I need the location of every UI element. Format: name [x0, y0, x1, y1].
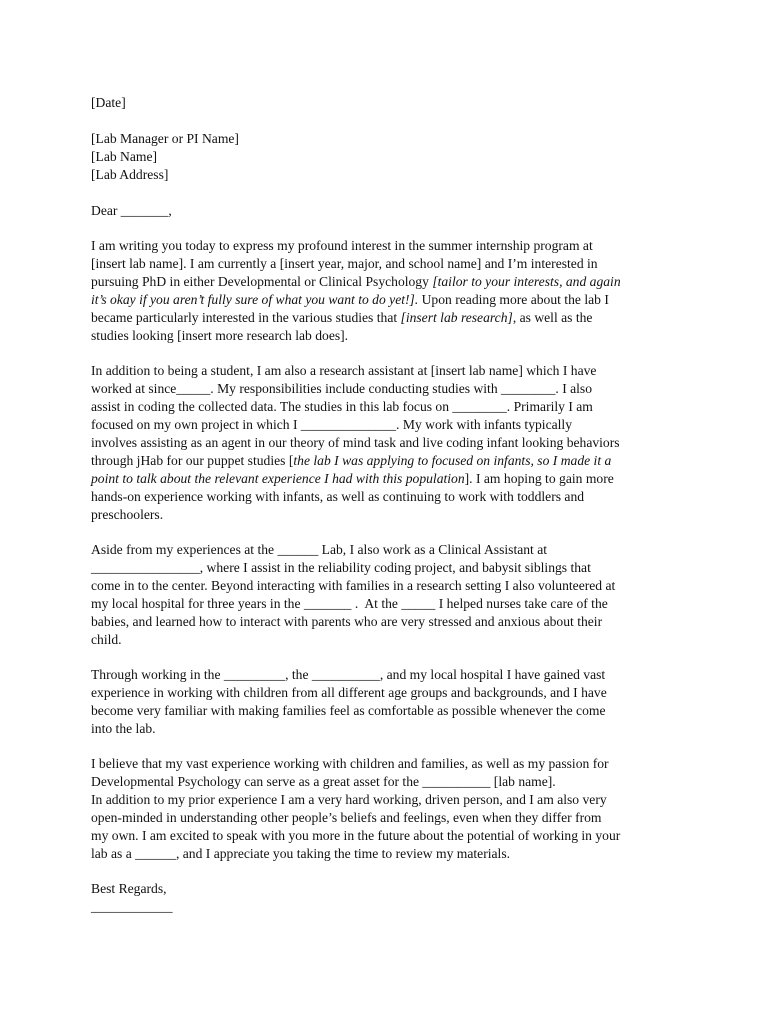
italic-note: the lab I was applying to focused on infants, so I made it a: [293, 453, 612, 468]
paragraph-1-line: [91, 291, 609, 309]
italic-note: [insert lab research]: [400, 310, 513, 325]
text-run: pursuing PhD in either Developmental or Clinical Psychology: [91, 274, 433, 289]
recipient-name: [Lab Manager or PI Name]: [91, 131, 239, 146]
italic-note: point to talk about the relevant experience I had with this population: [91, 471, 465, 486]
recipient-address: [Lab Address]: [91, 167, 169, 182]
text-run: ]. I am hoping to gain more: [464, 471, 614, 486]
paragraph-2-line: assist in coding the collected data. The studies in this lab focus on ________. Primarily I am: [91, 399, 593, 414]
paragraph-3-line: come in to the center. Beyond interacting with families in a research setting I also volunteered at: [91, 578, 616, 593]
paragraph-5-line: I believe that my vast experience working with children and families, as well as my passion for: [91, 756, 609, 771]
paragraph-2-line: worked at since_____. My responsibilities include conducting studies with ________. I also: [91, 381, 593, 396]
paragraph-1-line: [91, 273, 621, 291]
signature-line: ____________: [91, 899, 173, 914]
text-run: through jHab for our puppet studies [: [91, 453, 294, 468]
paragraph-1-line: I am writing you today to express my profound interest in the summer internship program at: [91, 238, 593, 253]
paragraph-2-line: hands-on experience working with infants, as well as continuing to work with toddlers and: [91, 489, 585, 504]
paragraph-5-line: In addition to my prior experience I am a very hard working, driven person, and I am also very: [91, 792, 607, 807]
paragraph-2-line: preschoolers.: [91, 507, 164, 522]
date-line: [Date]: [91, 95, 126, 110]
paragraph-4-line: into the lab.: [91, 721, 156, 736]
text-run: became particularly interested in the various studies that: [91, 310, 401, 325]
paragraph-2-line: In addition to being a student, I am also a research assistant at [insert lab name] which I have: [91, 363, 597, 378]
paragraph-5-line: lab as a ______, and I appreciate you taking the time to review my materials.: [91, 846, 511, 861]
text-run: Upon reading more about the lab I: [418, 292, 609, 307]
paragraph-5-line: open-minded in understanding other people’s beliefs and feelings, even when they differ from: [91, 810, 602, 825]
paragraph-2-line: focused on my own project in which I ______________. My work with infants typically: [91, 417, 572, 432]
paragraph-3-line: my local hospital for three years in the _______ . At the _____ I helped nurses take care of the: [91, 596, 608, 611]
salutation: Dear _______,: [91, 203, 172, 218]
paragraph-2-line: [91, 452, 611, 470]
paragraph-5-line: my own. I am excited to speak with you more in the future about the potential of working in your: [91, 828, 621, 843]
paragraph-1-line: studies looking [insert more research lab does].: [91, 328, 349, 343]
closing: Best Regards,: [91, 881, 167, 896]
paragraph-2-line: [91, 470, 614, 488]
italic-note: [tailor to your interests, and again: [432, 274, 621, 289]
paragraph-1-line: [91, 309, 592, 327]
paragraph-4-line: Through working in the _________, the __________, and my local hospital I have gained vast: [91, 667, 606, 682]
paragraph-2-line: involves assisting as an agent in our theory of mind task and live coding infant looking behaviors: [91, 435, 620, 450]
paragraph-3-line: Aside from my experiences at the ______ Lab, I also work as a Clinical Assistant at: [91, 542, 548, 557]
paragraph-3-line: ________________, where I assist in the reliability coding project, and babysit siblings that: [91, 560, 591, 575]
paragraph-3-line: child.: [91, 632, 122, 647]
paragraph-1-line: [insert lab name]. I am currently a [insert year, major, and school name] and I’m interested in: [91, 256, 598, 271]
paragraph-5-line: Developmental Psychology can serve as a great asset for the __________ [lab name].: [91, 774, 556, 789]
paragraph-4-line: experience in working with children from all different age groups and backgrounds, and I have: [91, 685, 607, 700]
italic-note: it’s okay if you aren’t fully sure of what you want to do yet!].: [91, 292, 419, 307]
recipient-lab: [Lab Name]: [91, 149, 158, 164]
paragraph-4-line: become very familiar with making families feel as comfortable as possible whenever the come: [91, 703, 606, 718]
text-run: , as well as the: [512, 310, 593, 325]
paragraph-3-line: babies, and learned how to interact with parents who are very stressed and anxious about their: [91, 614, 603, 629]
